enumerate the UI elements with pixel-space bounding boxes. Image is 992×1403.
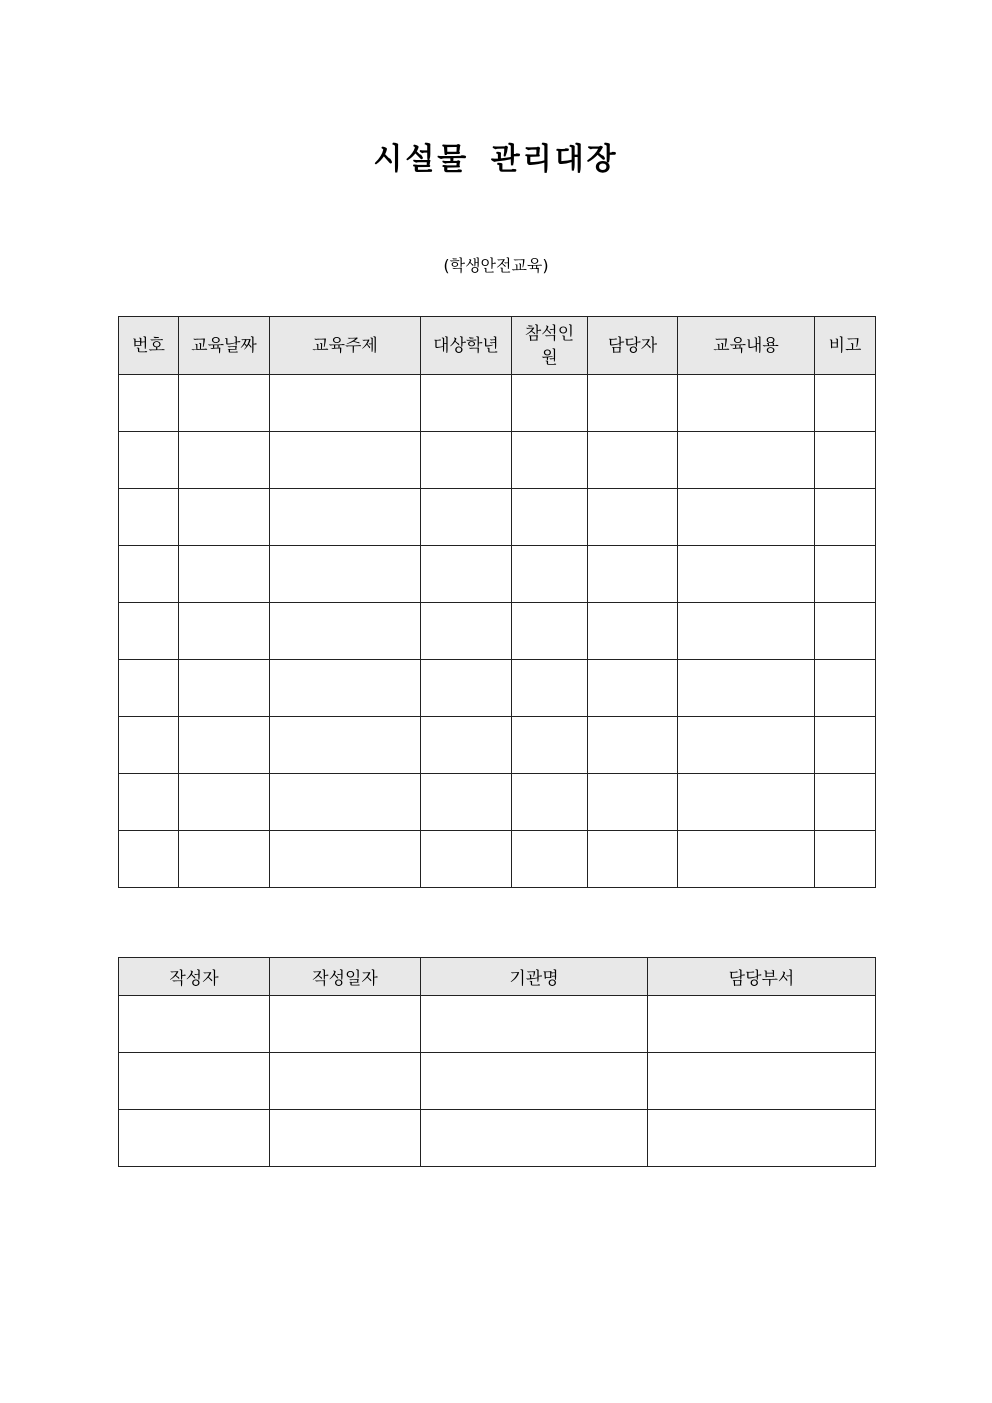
- table-cell[interactable]: [421, 831, 512, 888]
- table-cell[interactable]: [588, 603, 678, 660]
- header-written-date: 작성일자: [270, 958, 421, 996]
- table-cell[interactable]: [512, 489, 588, 546]
- table-cell[interactable]: [270, 1110, 421, 1167]
- table-cell[interactable]: [119, 1053, 270, 1110]
- table-cell[interactable]: [270, 1053, 421, 1110]
- table-cell[interactable]: [815, 432, 876, 489]
- table-cell[interactable]: [815, 489, 876, 546]
- table-cell[interactable]: [588, 774, 678, 831]
- table-cell[interactable]: [119, 489, 179, 546]
- table-cell[interactable]: [179, 546, 270, 603]
- table-cell[interactable]: [119, 1110, 270, 1167]
- author-table-body: [119, 996, 876, 1167]
- table-cell[interactable]: [648, 1110, 876, 1167]
- table-cell[interactable]: [270, 546, 421, 603]
- header-department: 담당부서: [648, 958, 876, 996]
- table-cell[interactable]: [119, 660, 179, 717]
- table-cell[interactable]: [815, 717, 876, 774]
- table-cell[interactable]: [678, 489, 815, 546]
- table-cell[interactable]: [512, 774, 588, 831]
- table-row: [119, 1053, 876, 1110]
- table-cell[interactable]: [588, 432, 678, 489]
- table-cell[interactable]: [512, 603, 588, 660]
- table-cell[interactable]: [270, 660, 421, 717]
- table-cell[interactable]: [119, 831, 179, 888]
- page-subtitle: (학생안전교육): [443, 256, 549, 275]
- table-row: [119, 489, 876, 546]
- table-row: [119, 774, 876, 831]
- table-cell[interactable]: [815, 375, 876, 432]
- table-cell[interactable]: [179, 375, 270, 432]
- table-cell[interactable]: [119, 996, 270, 1053]
- table-cell[interactable]: [512, 546, 588, 603]
- table-cell[interactable]: [678, 831, 815, 888]
- header-attendees-label: 참석인원: [524, 323, 575, 368]
- table-cell[interactable]: [815, 660, 876, 717]
- table-cell[interactable]: [270, 996, 421, 1053]
- table-cell[interactable]: [179, 603, 270, 660]
- table-cell[interactable]: [815, 546, 876, 603]
- table-cell[interactable]: [512, 717, 588, 774]
- table-row: [119, 831, 876, 888]
- table-cell[interactable]: [588, 831, 678, 888]
- table-cell[interactable]: [270, 489, 421, 546]
- table-cell[interactable]: [588, 375, 678, 432]
- education-log-table: [118, 316, 876, 888]
- table-cell[interactable]: [270, 603, 421, 660]
- table-cell[interactable]: [119, 375, 179, 432]
- table-cell[interactable]: [815, 774, 876, 831]
- table-cell[interactable]: [678, 774, 815, 831]
- table-cell[interactable]: [421, 996, 648, 1053]
- table-cell[interactable]: [678, 660, 815, 717]
- table-cell[interactable]: [815, 831, 876, 888]
- table-cell[interactable]: [678, 717, 815, 774]
- header-author: 작성자: [119, 958, 270, 996]
- table-cell[interactable]: [119, 603, 179, 660]
- log-table-body: [119, 375, 876, 888]
- header-row: [119, 317, 876, 375]
- table-cell[interactable]: [270, 717, 421, 774]
- table-cell[interactable]: [179, 432, 270, 489]
- table-cell[interactable]: [270, 432, 421, 489]
- header-person-in-charge: 담당자: [588, 317, 678, 375]
- table-cell[interactable]: [179, 717, 270, 774]
- table-cell[interactable]: [678, 375, 815, 432]
- table-cell[interactable]: [179, 660, 270, 717]
- table-cell[interactable]: [588, 660, 678, 717]
- table-cell[interactable]: [421, 717, 512, 774]
- table-row: [119, 1110, 876, 1167]
- table-cell[interactable]: [678, 603, 815, 660]
- table-cell[interactable]: [119, 546, 179, 603]
- header-row: [119, 958, 876, 996]
- table-cell[interactable]: [421, 432, 512, 489]
- table-cell[interactable]: [588, 489, 678, 546]
- table-cell[interactable]: [421, 774, 512, 831]
- table-cell[interactable]: [588, 546, 678, 603]
- header-number: 번호: [119, 317, 179, 375]
- table-cell[interactable]: [179, 489, 270, 546]
- table-cell[interactable]: [421, 546, 512, 603]
- header-education-date: 교육날짜: [179, 317, 270, 375]
- table-cell[interactable]: [119, 432, 179, 489]
- table-cell[interactable]: [421, 489, 512, 546]
- table-cell[interactable]: [512, 432, 588, 489]
- header-institution-name: 기관명: [421, 958, 648, 996]
- table-cell[interactable]: [421, 1110, 648, 1167]
- table-cell[interactable]: [179, 831, 270, 888]
- table-cell[interactable]: [270, 375, 421, 432]
- table-row: [119, 546, 876, 603]
- table-cell[interactable]: [648, 1053, 876, 1110]
- header-education-topic: 교육주제: [270, 317, 421, 375]
- table-cell[interactable]: [648, 996, 876, 1053]
- author-info-table: [118, 957, 876, 1167]
- table-cell[interactable]: [678, 546, 815, 603]
- table-cell[interactable]: [119, 774, 179, 831]
- table-cell[interactable]: [179, 774, 270, 831]
- table-row: [119, 717, 876, 774]
- page-title: 시설물 관리대장: [373, 142, 619, 177]
- table-cell[interactable]: [815, 603, 876, 660]
- table-cell[interactable]: [421, 375, 512, 432]
- table-cell[interactable]: [588, 717, 678, 774]
- table-cell[interactable]: [270, 774, 421, 831]
- table-row: [119, 375, 876, 432]
- table-row: [119, 432, 876, 489]
- table-row: [119, 996, 876, 1053]
- table-cell[interactable]: [512, 375, 588, 432]
- header-education-content: 교육내용: [678, 317, 815, 375]
- table-row: [119, 603, 876, 660]
- table-row: [119, 660, 876, 717]
- table-cell[interactable]: [270, 831, 421, 888]
- header-remarks: 비고: [815, 317, 876, 375]
- table-cell[interactable]: [512, 660, 588, 717]
- header-attendees: [512, 317, 588, 375]
- table-cell[interactable]: [421, 603, 512, 660]
- table-cell[interactable]: [421, 1053, 648, 1110]
- table-cell[interactable]: [119, 717, 179, 774]
- table-cell[interactable]: [678, 432, 815, 489]
- table-cell[interactable]: [512, 831, 588, 888]
- table-cell[interactable]: [421, 660, 512, 717]
- header-target-grade: 대상학년: [421, 317, 512, 375]
